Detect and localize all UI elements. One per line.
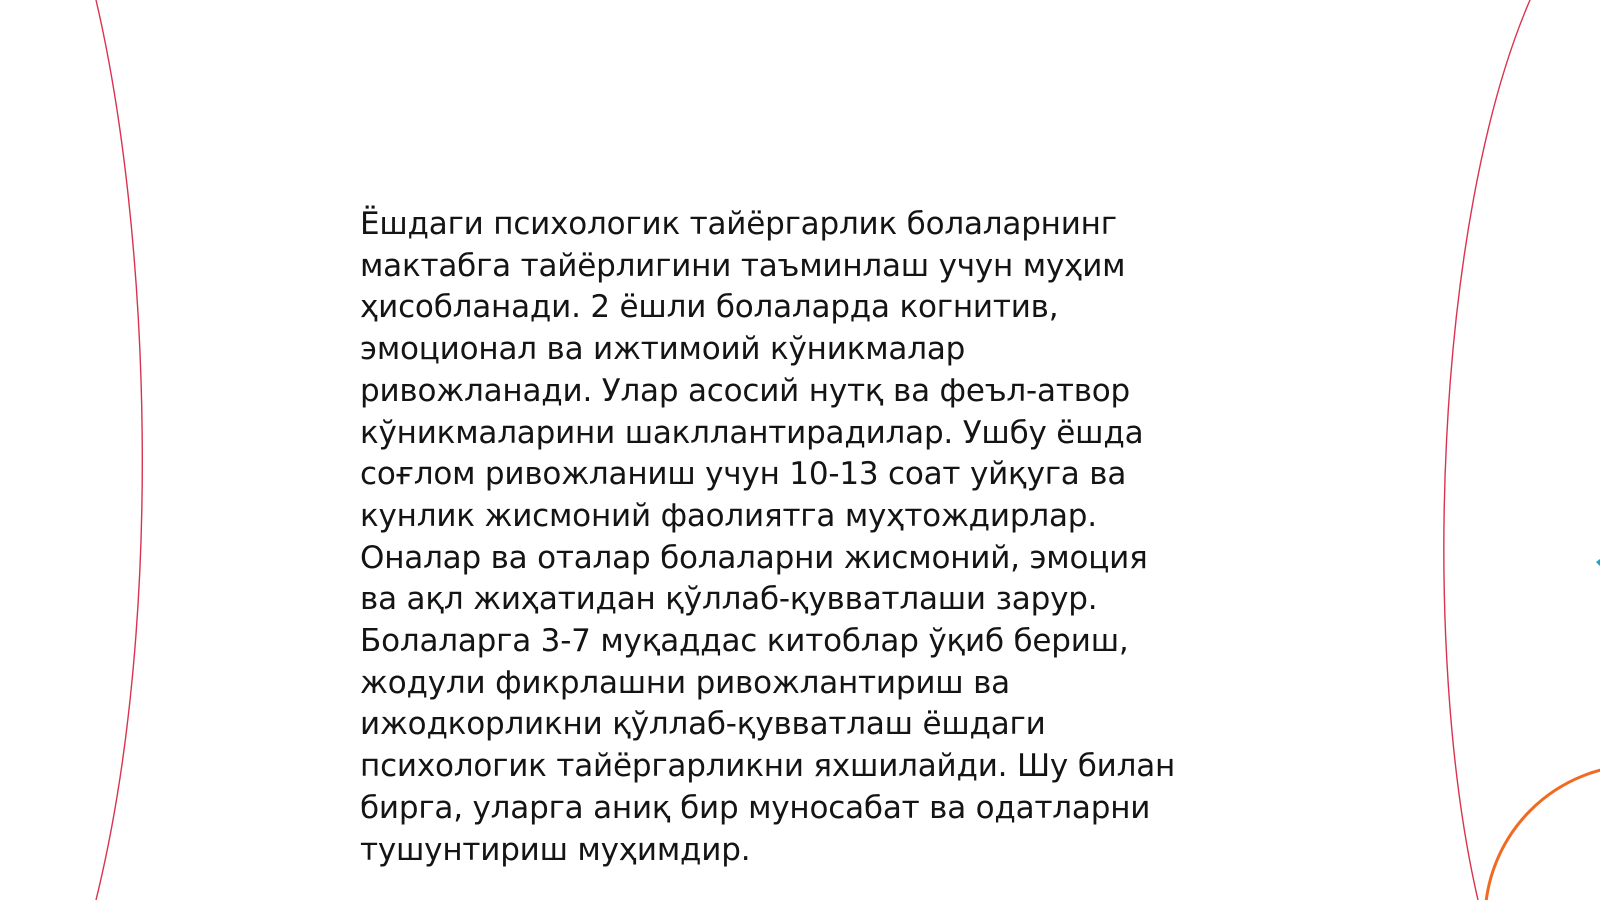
text-line-7: соғлом ривожланиш учун 10-13 соат уйқуга ва xyxy=(360,456,1127,493)
text-line-3: ҳисобланади. 2 ёшли болаларда когнитив, xyxy=(360,289,1059,326)
text-line-4: эмоционал ва ижтимоий кўникмалар xyxy=(360,331,966,368)
text-line-5: ривожланади. Улар асосий нутқ ва феъл-атвор xyxy=(360,372,1131,409)
left-decorative-arc xyxy=(96,0,142,900)
text-line-10: ва ақл жиҳатидан қўллаб-қувватлаши зарур. xyxy=(360,581,1098,618)
orange-decorative-circle xyxy=(1485,765,1600,900)
text-line-13: ижодкорликни қўллаб-қувватлаш ёшдаги xyxy=(360,706,1046,743)
text-line-8: кунлик жисмоний фаолиятга муҳтождирлар. xyxy=(360,497,1097,534)
text-line-6: кўникмаларини шакллантирадилар. Ушбу ёшда xyxy=(360,414,1144,451)
text-line-11: Болаларга 3-7 муқаддас китоблар ўқиб бериш, xyxy=(360,623,1129,660)
text-line-9: Оналар ва оталар болаларни жисмоний, эмоция xyxy=(360,539,1148,576)
text-line-16: тушунтириш муҳимдир. xyxy=(360,831,751,868)
text-line-15: бирга, уларга аниқ бир муносабат ва одатларни xyxy=(360,789,1151,826)
teal-accent-mark xyxy=(1596,559,1600,566)
text-line-14: психологик тайёргарликни яхшилайди. Шу билан xyxy=(360,748,1176,785)
text-line-1: Ёшдаги психологик тайёргарлик болаларнинг xyxy=(360,206,1117,242)
body-text xyxy=(360,204,1240,871)
text-line-2: мактабга тайёрлигини таъминлаш учун муҳим xyxy=(360,247,1126,284)
right-decorative-arc xyxy=(1444,0,1530,900)
text-line-12: жодули фикрлашни ривожлантириш ва xyxy=(360,664,1010,701)
